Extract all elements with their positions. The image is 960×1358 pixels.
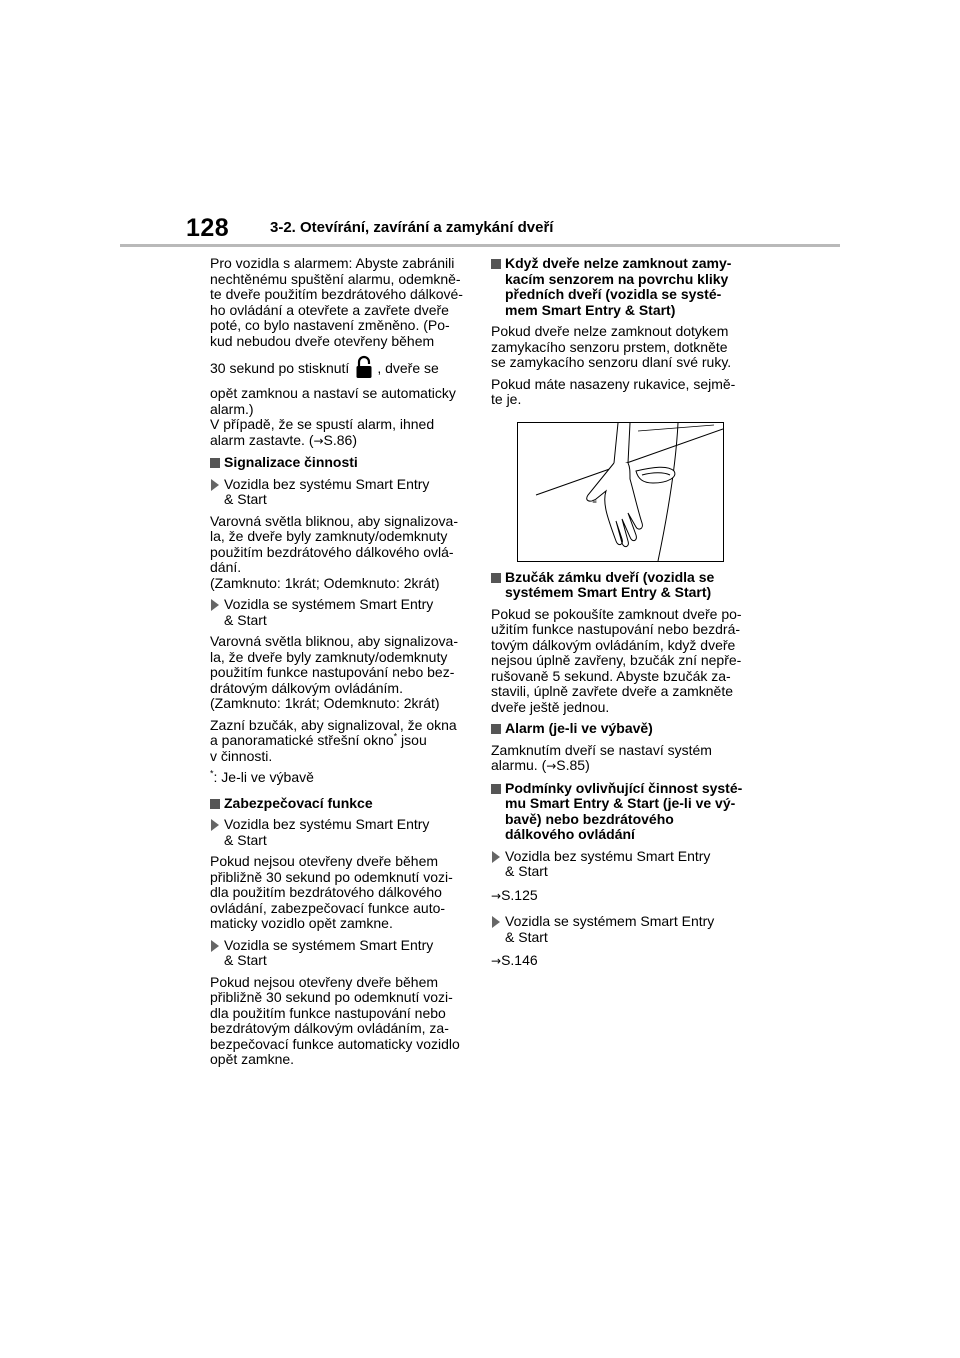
signal-paragraph-1: [210, 514, 468, 592]
heading-line: Podmínky ovlivňující činnost systé-: [505, 779, 743, 796]
conditions-heading: [491, 781, 753, 843]
bullet-line: & Start: [505, 928, 548, 945]
page-number: 128: [186, 214, 230, 242]
page-ref: S.146: [501, 952, 538, 968]
text-line: la, že dveře byly zamknuty/odemknuty: [210, 528, 448, 544]
arrow-icon: →: [491, 888, 502, 903]
intro-inline-after: , dveře se: [377, 360, 439, 376]
security-bullet-1: [210, 817, 468, 848]
page-ref: S.125: [501, 886, 538, 903]
text-line: opět zamkne.: [210, 1051, 295, 1067]
conditions-bullet-1: [491, 849, 753, 880]
text-line: Pokud nejsou otevřeny dveře během: [210, 853, 439, 869]
bullet-line: Vozidla se systémem Smart Entry: [505, 913, 715, 929]
alarm-heading-text: Alarm (je-li ve výbavě): [505, 720, 653, 736]
text-line: Zazní bzučák, aby signalizoval, že okna: [210, 716, 457, 733]
text-fragment: alarmu. (: [491, 757, 547, 773]
signal-heading-text: Signalizace činnosti: [224, 454, 358, 470]
conditions-ref-1: [491, 888, 753, 905]
text-line: dveře ještě jednou.: [491, 698, 610, 715]
intro-line: nechtěnému spuštění alarmu, odemkně-: [210, 270, 461, 287]
heading-line: bavě) nebo bezdrátového: [505, 810, 674, 827]
heading-line: mu Smart Entry & Start (je-li ve vý-: [505, 795, 736, 811]
page-ref: S.86): [323, 431, 358, 448]
svg-text:≡: ≡: [592, 497, 598, 505]
intro-line: opět zamknou a nastaví se automaticky: [210, 385, 456, 401]
text-line: (Zamknuto: 1krát; Odemknuto: 2krát): [210, 695, 440, 711]
intro-line: te dveře použitím bezdrátového dálkové-: [210, 286, 463, 302]
hand-on-door-handle-illustration: [517, 422, 724, 562]
text-fragment: jsou: [397, 732, 427, 748]
bullet-line: & Start: [224, 611, 267, 628]
arrow-icon: →: [491, 954, 502, 968]
lock-paragraph-2: [491, 377, 753, 408]
square-bullet-icon: [210, 799, 220, 809]
signal-paragraph-3: [210, 718, 468, 765]
triangle-bullet-icon: [211, 940, 219, 952]
section-title: 3-2. Otevírání, zavírání a zamykání dveří: [270, 219, 554, 236]
bullet-line: Vozidla bez systému Smart Entry: [224, 475, 430, 492]
text-line: Pokud máte nasazeny rukavice, sejmě-: [491, 375, 736, 392]
signal-heading: [210, 455, 468, 471]
text-line: Varovná světla bliknou, aby signalizova-: [210, 512, 458, 529]
heading-line: Bzučák zámku dveří (vozidla se: [505, 568, 715, 585]
signal-bullet-2: [210, 597, 468, 628]
triangle-bullet-icon: [211, 599, 219, 611]
page-ref: S.85): [556, 757, 590, 773]
bullet-line: & Start: [224, 952, 267, 968]
intro-last-line: [210, 433, 468, 450]
bullet-line: & Start: [505, 863, 548, 879]
bullet-line: Vozidla se systémem Smart Entry: [224, 936, 434, 953]
text-line: maticky vozidlo opět zamkne.: [210, 915, 393, 931]
conditions-ref-2: [491, 953, 753, 970]
lock-paragraph-1: [491, 324, 753, 371]
square-bullet-icon: [491, 573, 501, 583]
intro-line-with-icon: [210, 355, 468, 386]
text-line: te je.: [491, 391, 522, 407]
signal-bullet-1: [210, 477, 468, 508]
lock-icon: [355, 355, 373, 386]
heading-line: předních dveří (vozidla se systé-: [505, 286, 722, 302]
heading-line: dálkového ovládání: [505, 826, 635, 842]
intro-line: poté, co bylo nastavení změněno. (Po-: [210, 317, 450, 333]
intro-line: alarm.): [210, 400, 254, 417]
security-paragraph-2: [210, 975, 468, 1068]
heading-line: systémem Smart Entry & Start): [505, 584, 712, 600]
text-line: tovým dálkovým ovládáním, když dveře: [491, 636, 736, 653]
square-bullet-icon: [491, 724, 501, 734]
text-line: užitím funkce nastupování nebo bezdrá-: [491, 621, 741, 637]
bullet-line: Vozidla bez systému Smart Entry: [505, 847, 711, 864]
security-bullet-2: [210, 938, 468, 969]
heading-line: Když dveře nelze zamknout zamy-: [505, 255, 732, 271]
text-line: dání.: [210, 559, 242, 575]
text-fragment: a panoramatické střešní okno: [210, 732, 394, 748]
intro-line: Pro vozidla s alarmem: Abyste zabránili: [210, 255, 455, 271]
square-bullet-icon: [491, 784, 501, 794]
heading-line: kacím senzorem na povrchu kliky: [505, 270, 729, 287]
text-line: Varovná světla bliknou, aby signalizova-: [210, 633, 458, 649]
text-line: přibližně 30 sekund po odemknutí vozi-: [210, 989, 453, 1005]
header-rule: [120, 244, 840, 247]
text-line: (Zamknuto: 1krát; Odemknuto: 2krát): [210, 574, 440, 591]
text-line: dla použitím bezdrátového dálkového: [210, 884, 442, 900]
intro-last-prefix: alarm zastavte. (: [210, 431, 314, 448]
text-line: la, že dveře byly zamknuty/odemknuty: [210, 648, 448, 665]
bullet-line: Vozidla bez systému Smart Entry: [224, 816, 430, 832]
text-line: zamykacího senzoru prstem, dotkněte: [491, 338, 728, 355]
intro-line: kud nebudou dveře otevřeny během: [210, 332, 435, 349]
triangle-bullet-icon: [492, 851, 500, 863]
left-column: [210, 256, 468, 1074]
intro-inline-before: 30 sekund po stisknutí: [210, 360, 350, 376]
conditions-bullet-2: [491, 914, 753, 945]
text-line: v činnosti.: [210, 747, 273, 764]
text-line: rušovaně 5 sekund. Abyste bzučák za-: [491, 667, 731, 684]
arrow-icon: →: [546, 759, 557, 773]
text-line: nejsou úplně zavřeny, bzučák zní nepře-: [491, 652, 742, 668]
text-line: bezpečovací funkce automaticky vozidlo: [210, 1035, 460, 1052]
bullet-line: & Start: [224, 491, 267, 507]
triangle-bullet-icon: [492, 916, 500, 928]
illustration-svg: [518, 423, 723, 561]
bullet-line: Vozidla se systémem Smart Entry: [224, 596, 434, 612]
security-paragraph-1: [210, 854, 468, 932]
text-line: stavili, úplně zavřete dveře a zamkněte: [491, 683, 734, 699]
signal-paragraph-2: [210, 634, 468, 712]
buzzer-heading: [491, 570, 753, 601]
intro-paragraph: [210, 256, 468, 449]
text-line: drátovým dálkovým ovládáním.: [210, 679, 403, 696]
lock-sensor-heading: [491, 256, 753, 318]
text-line: použitím funkce nastupování nebo bez-: [210, 664, 455, 680]
text-line: Pokud nejsou otevřeny dveře během: [210, 973, 439, 990]
footnote-marker: *: [393, 731, 398, 742]
heading-line: mem Smart Entry & Start): [505, 301, 676, 318]
text-line: se zamykacího senzoru dlaní své ruky.: [491, 354, 732, 370]
alarm-heading: [491, 721, 753, 737]
text-line: Zamknutím dveří se nastaví systém: [491, 741, 712, 758]
security-heading-text: Zabezpečovací funkce: [224, 794, 373, 811]
bullet-line: & Start: [224, 831, 267, 848]
square-bullet-icon: [210, 458, 220, 468]
right-column: [491, 256, 753, 976]
footnote: [210, 770, 468, 786]
footnote-marker: *: [210, 768, 214, 779]
text-line: Pokud dveře nelze zamknout dotykem: [491, 323, 729, 339]
footnote-text: : Je-li ve výbavě: [213, 769, 314, 785]
square-bullet-icon: [491, 259, 501, 269]
arrow-icon: →: [313, 433, 324, 448]
text-line: použitím bezdrátového dálkového ovlá-: [210, 543, 454, 560]
text-line-with-ref: [491, 758, 753, 775]
text-line: Pokud se pokoušíte zamknout dveře po-: [491, 605, 742, 622]
text-line: ovládání, zabezpečovací funkce auto-: [210, 899, 446, 916]
text-line: přibližně 30 sekund po odemknutí vozi-: [210, 868, 453, 885]
text-line: bezdrátovým dálkovým ovládáním, za-: [210, 1020, 449, 1036]
intro-line: ho ovládání a otevřete a zavřete dveře: [210, 301, 449, 318]
text-line-with-footnote: [210, 733, 468, 749]
buzzer-paragraph: [491, 607, 753, 716]
alarm-paragraph: [491, 743, 753, 775]
security-heading: [210, 796, 468, 812]
triangle-bullet-icon: [211, 479, 219, 491]
text-line: dla použitím funkce nastupování nebo: [210, 1004, 446, 1021]
intro-line: V případě, že se spustí alarm, ihned: [210, 416, 435, 432]
triangle-bullet-icon: [211, 819, 219, 831]
